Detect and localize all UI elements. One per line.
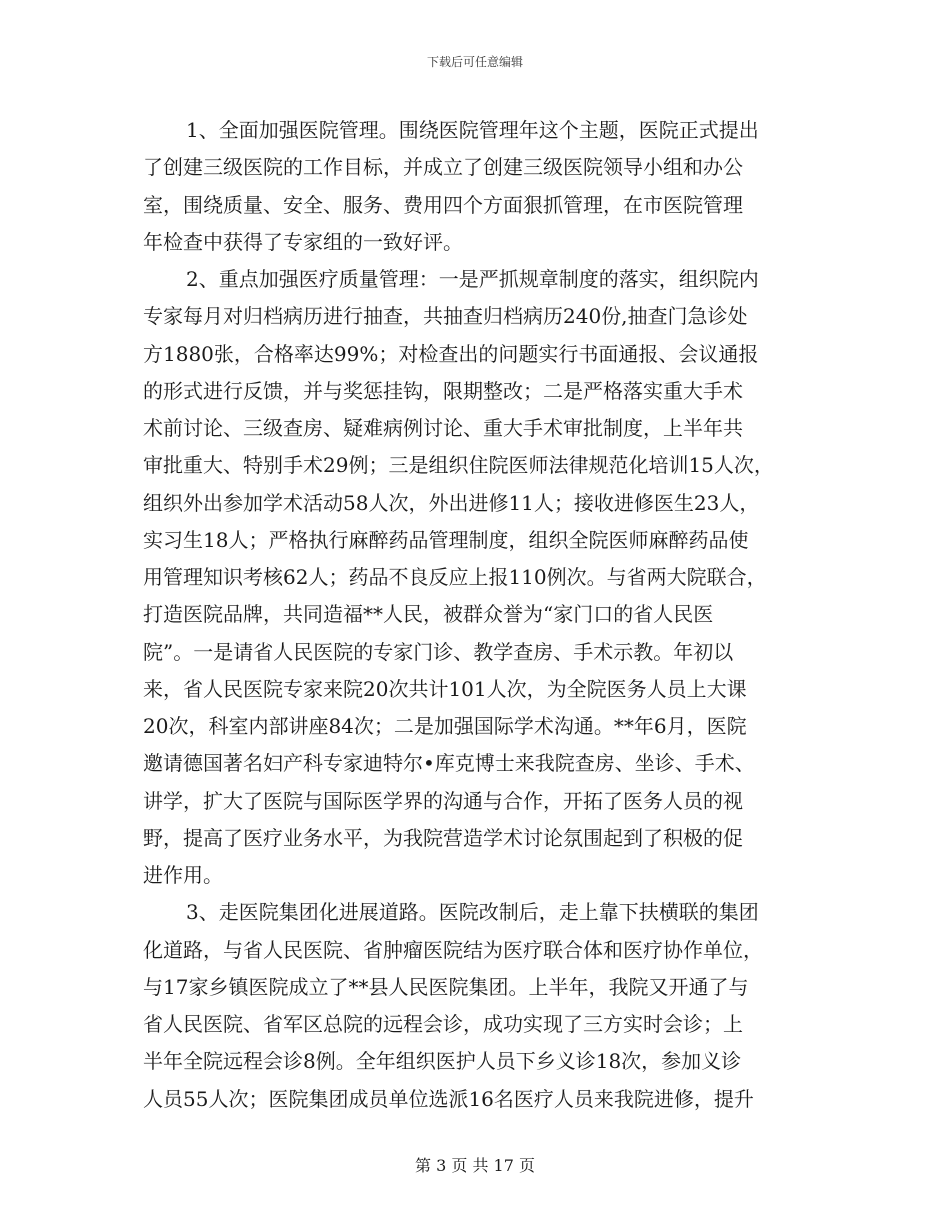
page-label-mid: 页 共 xyxy=(451,1156,489,1175)
text-line: 审批重大、特别手术29例；三是组织住院医师法律规范化培训15人次， xyxy=(143,453,774,477)
text-line: 的形式进行反馈，并与奖惩挂钩，限期整改；二是严格落实重大手术 xyxy=(143,379,743,403)
text-line: 打造医院品牌，共同造福**人民，被群众誉为“家门口的省人民医 xyxy=(143,602,714,626)
text-line: 野，提高了医疗业务水平，为我院营造学术讨论氛围起到了积极的促 xyxy=(143,826,743,850)
text-line: 来，省人民医院专家来院20次共计101人次，为全院医务人员上大课 xyxy=(143,677,747,701)
text-line: 省人民医院、省军区总院的远程会诊，成功实现了三方实时会诊；上 xyxy=(143,1012,743,1036)
text-line: 方1880张，合格率达99%；对检查出的问题实行书面通报、会议通报 xyxy=(143,342,759,366)
text-line: 2、重点加强医疗质量管理：一是严抓规章制度的落实，组织院内 xyxy=(186,267,759,291)
text-line: 讲学，扩大了医院与国际医学界的沟通与合作，开拓了医务人员的视 xyxy=(143,789,743,813)
text-line: 与17家乡镇医院成立了**县人民医院集团。上半年，我院又开通了与 xyxy=(143,975,749,999)
text-line: 实习生18人；严格执行麻醉药品管理制度，组织全院医师麻醉药品使 xyxy=(143,528,749,552)
text-line: 20次，科室内部讲座84次；二是加强国际学术沟通。**年6月，医院 xyxy=(143,714,747,738)
page-label-suffix: 页 xyxy=(519,1156,536,1175)
header-note: 下载后可任意编辑 xyxy=(426,55,523,69)
text-line: 1、全面加强医院管理。围绕医院管理年这个主题，医院正式提出 xyxy=(186,118,759,142)
current-page-number: 3 xyxy=(436,1156,447,1175)
text-line: 术前讨论、三级查房、疑难病例讨论、重大手术审批制度，上半年共 xyxy=(143,416,743,440)
text-line: 组织外出参加学术活动58人次，外出进修11人；接收进修医生23人， xyxy=(143,491,760,515)
text-line: 人员55人次；医院集团成员单位选派16名医疗人员来我院进修，提升 xyxy=(143,1087,754,1111)
text-line: 院”。一是请省人民医院的专家门诊、教学查房、手术示教。年初以 xyxy=(143,640,734,664)
page-footer xyxy=(0,1153,950,1176)
text-line: 半年全院远程会诊8例。全年组织医护人员下乡义诊18次，参加义诊 xyxy=(143,1049,742,1073)
total-pages-number: 17 xyxy=(493,1156,514,1175)
text-line: 邀请德国著名妇产科专家迪特尔•库克博士来我院查房、坐诊、手术、 xyxy=(143,751,755,775)
text-line: 年检查中获得了专家组的一致好评。 xyxy=(143,230,463,254)
text-line: 专家每月对归档病历进行抽查，共抽查归档病历240份,抽查门急诊处 xyxy=(143,304,748,328)
text-line: 3、走医院集团化进展道路。医院改制后，走上靠下扶横联的集团 xyxy=(186,900,759,924)
text-line: 了创建三级医院的工作目标，并成立了创建三级医院领导小组和办公 xyxy=(143,155,743,179)
text-line: 进作用。 xyxy=(143,863,223,887)
text-line: 化道路，与省人民医院、省肿瘤医院结为医疗联合体和医疗协作单位， xyxy=(143,938,763,962)
text-line: 室，围绕质量、安全、服务、费用四个方面狠抓管理，在市医院管理 xyxy=(143,193,743,217)
page-label-prefix: 第 xyxy=(414,1156,431,1175)
text-line: 用管理知识考核62人；药品不良反应上报110例次。与省两大院联合， xyxy=(143,565,767,589)
